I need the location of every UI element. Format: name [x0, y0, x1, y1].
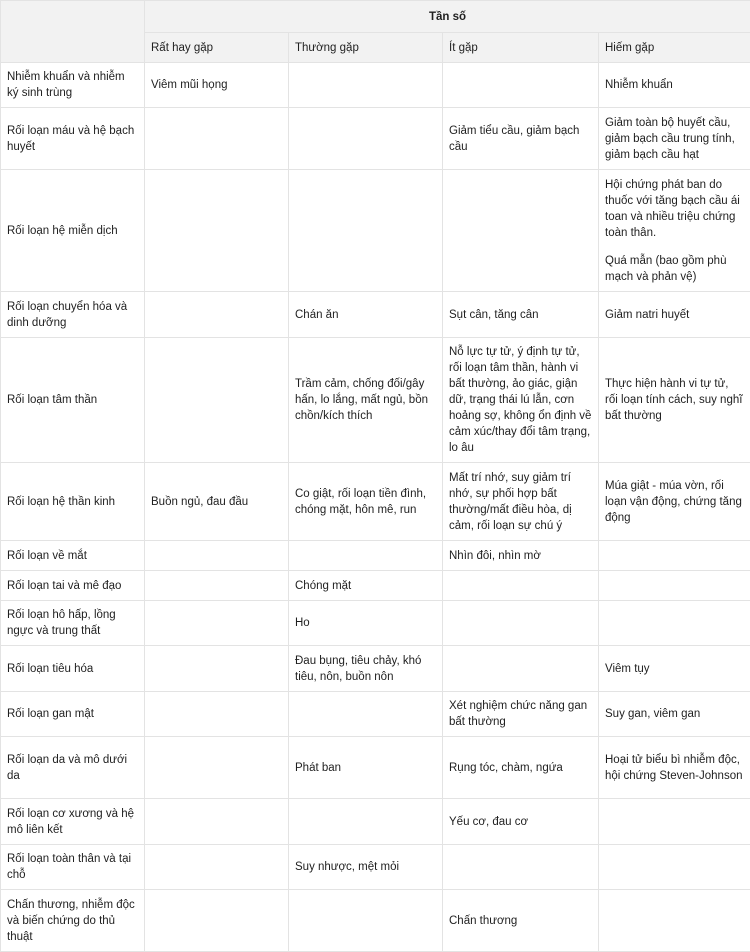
organ-cell: Rối loạn cơ xương và hệ mô liên kết — [1, 799, 145, 845]
table-row — [1, 646, 750, 692]
very-common-cell — [145, 571, 289, 601]
uncommon-cell — [443, 170, 599, 292]
rare-cell: Nhiễm khuẩn — [599, 63, 750, 108]
column-header-uncommon: Ít gặp — [443, 33, 599, 63]
very-common-cell — [145, 292, 289, 338]
header-row-group — [1, 1, 750, 33]
table-row — [1, 571, 750, 601]
organ-cell: Rối loạn gan mật — [1, 692, 145, 737]
rare-cell: Giảm toàn bộ huyết cầu, giảm bạch cầu trung tính, giảm bạch cầu hạt — [599, 108, 750, 170]
organ-cell: Rối loạn hệ thần kinh — [1, 463, 145, 541]
rare-cell — [599, 845, 750, 890]
uncommon-cell: Xét nghiệm chức năng gan bất thường — [443, 692, 599, 737]
table-row — [1, 170, 750, 292]
very-common-cell — [145, 601, 289, 646]
rare-cell — [599, 799, 750, 845]
common-cell: Chóng mặt — [289, 571, 443, 601]
uncommon-cell — [443, 63, 599, 108]
header-corner-cell — [1, 1, 145, 63]
common-cell — [289, 170, 443, 292]
column-header-rare: Hiếm gặp — [599, 33, 750, 63]
table-row — [1, 601, 750, 646]
column-header-common: Thường gặp — [289, 33, 443, 63]
very-common-cell — [145, 170, 289, 292]
uncommon-cell: Mất trí nhớ, suy giảm trí nhớ, sự phối hợp bất thường/mất điều hòa, dị cảm, rối loạn sự chú ý — [443, 463, 599, 541]
table-row — [1, 541, 750, 571]
common-cell — [289, 692, 443, 737]
organ-cell: Rối loạn về mắt — [1, 541, 145, 571]
rare-cell — [599, 601, 750, 646]
uncommon-cell: Giảm tiểu cầu, giảm bạch cầu — [443, 108, 599, 170]
table-row — [1, 737, 750, 799]
table-row — [1, 63, 750, 108]
rare-cell — [599, 890, 750, 952]
frequency-group-header: Tần số — [145, 1, 750, 33]
common-cell — [289, 541, 443, 571]
table-row — [1, 338, 750, 463]
common-cell — [289, 890, 443, 952]
rare-cell — [599, 571, 750, 601]
organ-cell: Chấn thương, nhiễm độc và biến chứng do thủ thuật — [1, 890, 145, 952]
very-common-cell — [145, 541, 289, 571]
very-common-cell — [145, 737, 289, 799]
common-cell: Co giật, rối loạn tiền đình, chóng mặt, hôn mê, run — [289, 463, 443, 541]
organ-cell: Rối loạn toàn thân và tại chỗ — [1, 845, 145, 890]
common-cell — [289, 108, 443, 170]
table-row — [1, 292, 750, 338]
common-cell — [289, 799, 443, 845]
very-common-cell — [145, 845, 289, 890]
common-cell: Suy nhược, mệt mỏi — [289, 845, 443, 890]
organ-cell: Rối loạn tiêu hóa — [1, 646, 145, 692]
uncommon-cell: Nhìn đôi, nhìn mờ — [443, 541, 599, 571]
table-row — [1, 845, 750, 890]
uncommon-cell — [443, 845, 599, 890]
rare-cell: Suy gan, viêm gan — [599, 692, 750, 737]
very-common-cell — [145, 890, 289, 952]
uncommon-cell: Sụt cân, tăng cân — [443, 292, 599, 338]
table-row — [1, 692, 750, 737]
organ-cell: Rối loạn hệ miễn dịch — [1, 170, 145, 292]
rare-paragraph: Quá mẫn (bao gồm phù mạch và phản vệ) — [605, 253, 744, 285]
common-cell: Trầm cảm, chống đối/gây hấn, lo lắng, mất ngủ, bồn chồn/kích thích — [289, 338, 443, 463]
organ-cell: Rối loạn da và mô dưới da — [1, 737, 145, 799]
organ-cell: Rối loạn hô hấp, lồng ngực và trung thất — [1, 601, 145, 646]
uncommon-cell: Chấn thương — [443, 890, 599, 952]
common-cell: Phát ban — [289, 737, 443, 799]
common-cell: Ho — [289, 601, 443, 646]
rare-cell: Viêm tụy — [599, 646, 750, 692]
uncommon-cell: Nỗ lực tự tử, ý định tự tử, rối loạn tâm thần, hành vi bất thường, ảo giác, giận dữ, trạng thái lú lẫn, cơn hoảng sợ, không ổn định về cảm xúc/thay đổi tâm trạng, lo âu — [443, 338, 599, 463]
organ-cell: Rối loạn chuyển hóa và dinh dưỡng — [1, 292, 145, 338]
very-common-cell — [145, 108, 289, 170]
rare-cell: Giảm natri huyết — [599, 292, 750, 338]
rare-paragraph: Hội chứng phát ban do thuốc với tăng bạch cầu ái toan và nhiều triệu chứng toàn thân. — [605, 177, 744, 241]
rare-cell: Thực hiện hành vi tự tử, rối loạn tính cách, suy nghĩ bất thường — [599, 338, 750, 463]
very-common-cell: Buồn ngủ, đau đầu — [145, 463, 289, 541]
uncommon-cell — [443, 646, 599, 692]
organ-cell: Rối loạn tâm thần — [1, 338, 145, 463]
table-row — [1, 108, 750, 170]
table-row — [1, 890, 750, 952]
organ-cell: Nhiễm khuẩn và nhiễm ký sinh trùng — [1, 63, 145, 108]
rare-cell: Múa giật - múa vờn, rối loạn vận động, chứng tăng động — [599, 463, 750, 541]
very-common-cell — [145, 799, 289, 845]
rare-cell — [599, 170, 750, 292]
column-header-very-common: Rất hay gặp — [145, 33, 289, 63]
uncommon-cell: Rụng tóc, chàm, ngứa — [443, 737, 599, 799]
table-row — [1, 463, 750, 541]
common-cell — [289, 63, 443, 108]
uncommon-cell: Yếu cơ, đau cơ — [443, 799, 599, 845]
organ-cell: Rối loạn máu và hệ bạch huyết — [1, 108, 145, 170]
very-common-cell — [145, 646, 289, 692]
uncommon-cell — [443, 571, 599, 601]
uncommon-cell — [443, 601, 599, 646]
table-row — [1, 799, 750, 845]
rare-cell: Hoại tử biểu bì nhiễm độc, hội chứng Steven-Johnson — [599, 737, 750, 799]
organ-cell: Rối loạn tai và mê đạo — [1, 571, 145, 601]
common-cell: Đau bụng, tiêu chảy, khó tiêu, nôn, buồn nôn — [289, 646, 443, 692]
rare-cell — [599, 541, 750, 571]
common-cell: Chán ăn — [289, 292, 443, 338]
very-common-cell — [145, 338, 289, 463]
very-common-cell: Viêm mũi họng — [145, 63, 289, 108]
very-common-cell — [145, 692, 289, 737]
